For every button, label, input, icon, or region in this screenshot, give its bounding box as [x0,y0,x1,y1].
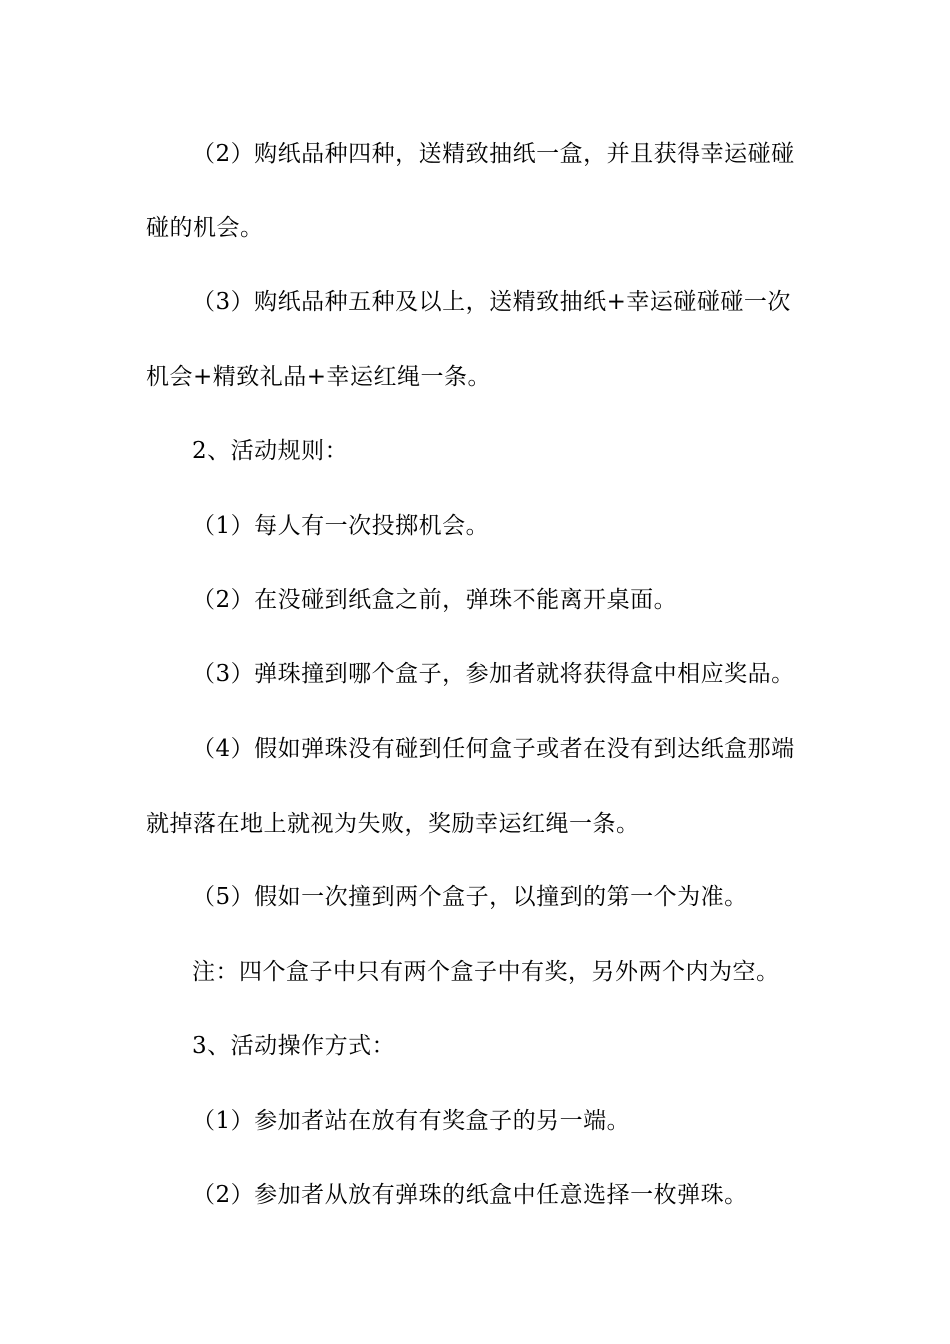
note-line: 注：四个盒子中只有两个盒子中有奖，另外两个内为空。 [192,959,780,985]
paragraph-line: （1）参加者站在放有有奖盒子的另一端。 [192,1108,631,1134]
paragraph-line: （2）在没碰到纸盒之前，弹珠不能离开桌面。 [192,587,678,613]
section-heading: 3、活动操作方式： [192,1033,396,1059]
paragraph-line: （3）购纸品种五种及以上，送精致抽纸+幸运碰碰碰一次 [192,289,791,315]
paragraph-line: 碰的机会。 [146,215,264,241]
paragraph-line: （3）弹珠撞到哪个盒子，参加者就将获得盒中相应奖品。 [192,661,795,687]
paragraph-line: （1）每人有一次投掷机会。 [192,513,490,539]
paragraph-line: （2）参加者从放有弹珠的纸盒中任意选择一枚弹珠。 [192,1182,748,1208]
paragraph-line: 机会+精致礼品+幸运红绳一条。 [146,364,492,390]
paragraph-line: 就掉落在地上就视为失败，奖励幸运红绳一条。 [146,811,640,837]
paragraph-line: （2）购纸品种四种，送精致抽纸一盒，并且获得幸运碰碰 [192,141,795,167]
paragraph-line: （4）假如弹珠没有碰到任何盒子或者在没有到达纸盒那端 [192,736,795,762]
paragraph-line: （5）假如一次撞到两个盒子，以撞到的第一个为准。 [192,884,748,910]
section-heading: 2、活动规则： [192,438,349,464]
